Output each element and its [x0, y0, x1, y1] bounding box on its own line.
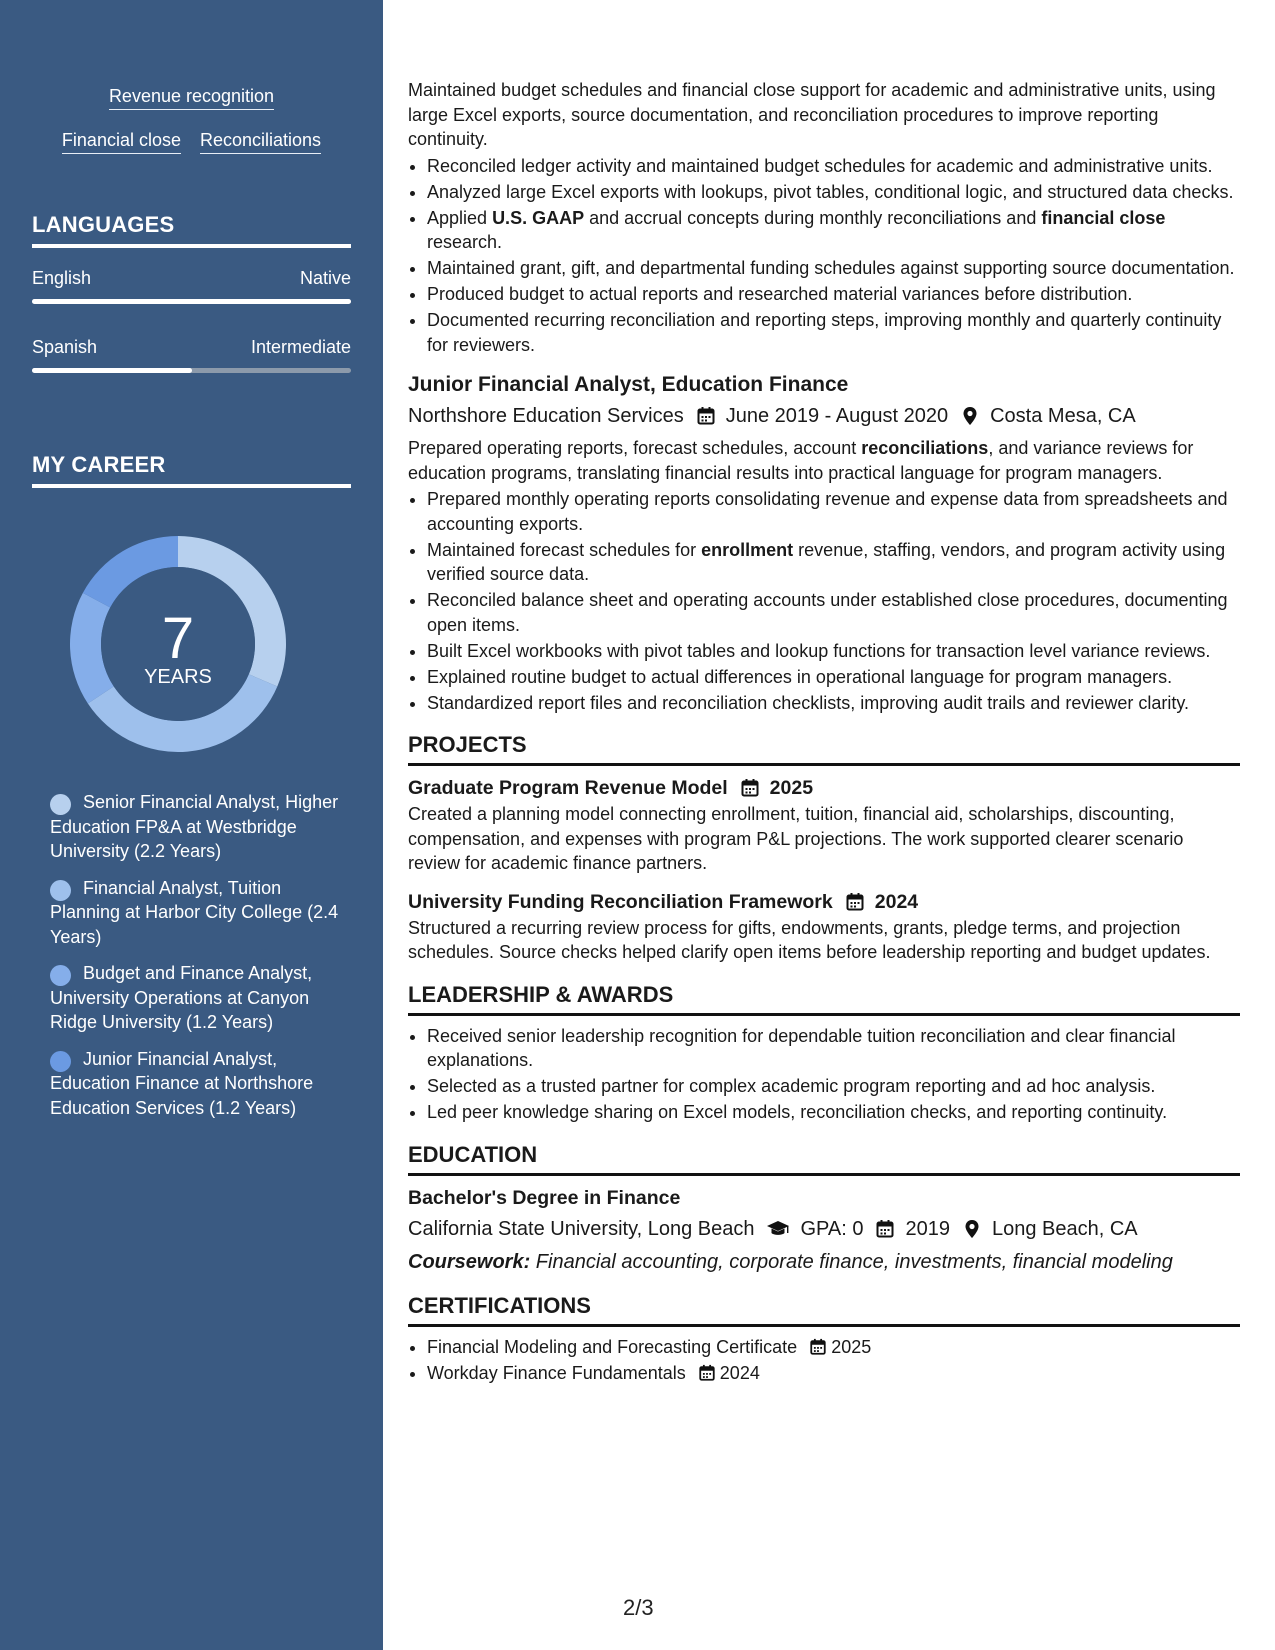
sidebar [0, 0, 383, 1650]
languages-heading: LANGUAGES [32, 212, 351, 248]
bullet: • Received senior leadership recognition for dependable tuition reconciliation and clear financial explanations. [427, 1024, 1240, 1073]
projects-heading: PROJECTS [408, 731, 1240, 766]
gpa: GPA: 0 [800, 1217, 864, 1240]
job-intro: Maintained budget schedules and financial close support for academic and administrative units, using large Excel exports, source documentation, and reconciliation procedures to improve reporting continuity. [408, 80, 1216, 149]
bullet-text: Maintained forecast schedules for [427, 539, 702, 560]
career-item-text: Junior Financial Analyst, Education Finance at Northshore Education Services (1.2 Years) [50, 1048, 314, 1118]
project-year: 2025 [769, 777, 814, 799]
calendar-icon [875, 1219, 895, 1239]
language-proficiency-fill [32, 299, 351, 304]
language-level: Intermediate [250, 337, 351, 357]
job-company: Northshore Education Services [408, 405, 684, 427]
bullet: • Analyzed large Excel exports with lookups, pivot tables, conditional logic, and structured data checks. [427, 180, 1240, 205]
certification-item [427, 1361, 1240, 1386]
education-meta [408, 1215, 1240, 1243]
bullet-keyword: enrollment [701, 539, 794, 560]
career-item [50, 1047, 340, 1121]
career-dot [50, 1051, 71, 1072]
language-proficiency-fill [32, 368, 192, 373]
project-year: 2024 [874, 890, 919, 913]
bullet: • Reconciled balance sheet and operating accounts under established close procedures, documenting open items. [427, 588, 1240, 637]
skill-tag: Financial close [62, 130, 181, 154]
education-heading: EDUCATION [408, 1141, 1240, 1176]
bullet-text: revenue, staffing, vendors, and program activity using verified source data. [427, 539, 1226, 584]
project-title-row [408, 774, 1240, 802]
bullet: • Explained routine budget to actual differences in operational language for program managers. [427, 665, 1240, 690]
career-heading: MY CAREER [32, 452, 351, 488]
skills-row [0, 86, 383, 110]
certification-name: • Workday Finance Fundamentals [427, 1362, 686, 1383]
summary-keyword: reconciliations [861, 438, 989, 458]
career-list [50, 790, 340, 1132]
coursework-label: Coursework: [408, 1250, 531, 1273]
bullet-keyword: U.S. GAAP [492, 207, 585, 228]
calendar-icon [740, 778, 760, 798]
job-title: Junior Financial Analyst, Education Finance [408, 373, 849, 396]
bullet: • Maintained grant, gift, and departmental funding schedules against supporting source documentation. [427, 256, 1240, 281]
career-dot [50, 880, 71, 901]
job-bullets [408, 154, 1240, 358]
skills-row [0, 130, 383, 154]
leadership-heading: LEADERSHIP & AWARDS [408, 981, 1240, 1016]
project-title: University Funding Reconciliation Framework [408, 890, 833, 913]
job-bullets [408, 487, 1240, 715]
calendar-icon [696, 406, 716, 426]
career-total: 7 [161, 606, 195, 671]
certification-year: 2025 [831, 1336, 872, 1357]
certification-item [427, 1335, 1240, 1360]
project-description: Created a planning model connecting enrollment, tuition, financial aid, scholarships, discounting, compensation, and expenses with program P&L projections. The work supported clearer scenario review for academic finance partners. [408, 804, 1184, 873]
calendar-icon [809, 1338, 827, 1356]
page-number: 2/3 [623, 1595, 654, 1620]
bullet: • Standardized report files and reconciliation checklists, improving audit trails and reviewer clarity. [427, 691, 1240, 716]
coursework [408, 1248, 1240, 1276]
certifications-list [408, 1335, 1240, 1386]
language-row [32, 337, 351, 358]
bullet [427, 538, 1240, 587]
calendar-icon [845, 892, 865, 912]
leadership-list [408, 1024, 1240, 1125]
project-title-row [408, 888, 1240, 916]
calendar-icon [698, 1364, 716, 1382]
summary-text: , and variance reviews for education programs, translating financial results into practical language for program managers. [408, 438, 1194, 483]
language-name: Spanish [32, 337, 98, 357]
bullet: • Led peer knowledge sharing on Excel models, reconciliation checks, and reporting continuity. [427, 1100, 1240, 1125]
language-proficiency-bar [32, 299, 351, 304]
school-name: California State University, Long Beach [408, 1217, 755, 1240]
bullet: • Reconciled ledger activity and maintained budget schedules for academic and administrative units. [427, 154, 1240, 179]
bullet: • Selected as a trusted partner for complex academic program reporting and ad hoc analysis. [427, 1074, 1240, 1099]
language-name: English [32, 268, 92, 288]
language-row [32, 268, 351, 289]
education-location: Long Beach, CA [991, 1217, 1138, 1240]
job-dates: June 2019 - August 2020 [725, 405, 949, 427]
graduation-year: 2019 [905, 1217, 950, 1240]
language-proficiency-bar [32, 368, 351, 373]
bullet-text: research. [427, 232, 503, 252]
language-level: Native [299, 268, 351, 288]
career-item [50, 790, 340, 864]
job-summary [408, 436, 1240, 485]
bullet-keyword: financial close [1041, 207, 1166, 228]
bullet-text: Applied [427, 207, 493, 228]
project-description: Structured a recurring review process for gifts, endowments, grants, pledge terms, and projection schedules. Source checks helped clarify open items before leadership reporting and budget updates. [408, 917, 1211, 962]
certification-year: 2024 [719, 1362, 760, 1383]
certification-name: • Financial Modeling and Forecasting Certificate [427, 1336, 798, 1357]
bullet: • Produced budget to actual reports and researched material variances before distribution. [427, 282, 1240, 307]
bullet: • Built Excel workbooks with pivot tables and lookup functions for transaction level variance reviews. [427, 639, 1240, 664]
job-meta [408, 402, 1240, 430]
certifications-heading: CERTIFICATIONS [408, 1292, 1240, 1327]
map-pin-icon [962, 1219, 982, 1239]
graduation-cap-icon [766, 1219, 790, 1239]
bullet-text: and accrual concepts during monthly reconciliations and [584, 207, 1042, 228]
career-item-text: Financial Analyst, Tuition Planning at Harbor City College (2.4 Years) [50, 877, 339, 947]
project-title: Graduate Program Revenue Model [408, 777, 728, 799]
job-location: Costa Mesa, CA [990, 405, 1136, 427]
bullet: • Prepared monthly operating reports consolidating revenue and expense data from spreadsheets and accounting exports. [427, 487, 1240, 536]
map-pin-icon [960, 406, 980, 426]
summary-text: Prepared operating reports, forecast schedules, account [408, 438, 862, 458]
bullet [427, 206, 1240, 255]
career-unit: YEARS [144, 666, 212, 688]
skill-tag: Revenue recognition [109, 86, 274, 110]
career-item [50, 876, 340, 950]
career-dot [50, 965, 71, 986]
skill-tag: Reconciliations [200, 130, 321, 154]
career-item-text: Budget and Finance Analyst, University Operations at Canyon Ridge University (1.2 Years) [50, 963, 313, 1032]
career-item-text: Senior Financial Analyst, Higher Education FP&A at Westbridge University (2.2 Years) [50, 792, 339, 861]
bullet: • Documented recurring reconciliation and reporting steps, improving monthly and quarterly continuity for reviewers. [427, 308, 1240, 357]
career-donut-chart [63, 529, 293, 759]
coursework-text: Financial accounting, corporate finance, investments, financial modeling [530, 1250, 1173, 1273]
main-content [408, 78, 1240, 1387]
degree: Bachelor's Degree in Finance [408, 1186, 681, 1209]
career-item [50, 961, 340, 1035]
career-dot [50, 794, 71, 815]
